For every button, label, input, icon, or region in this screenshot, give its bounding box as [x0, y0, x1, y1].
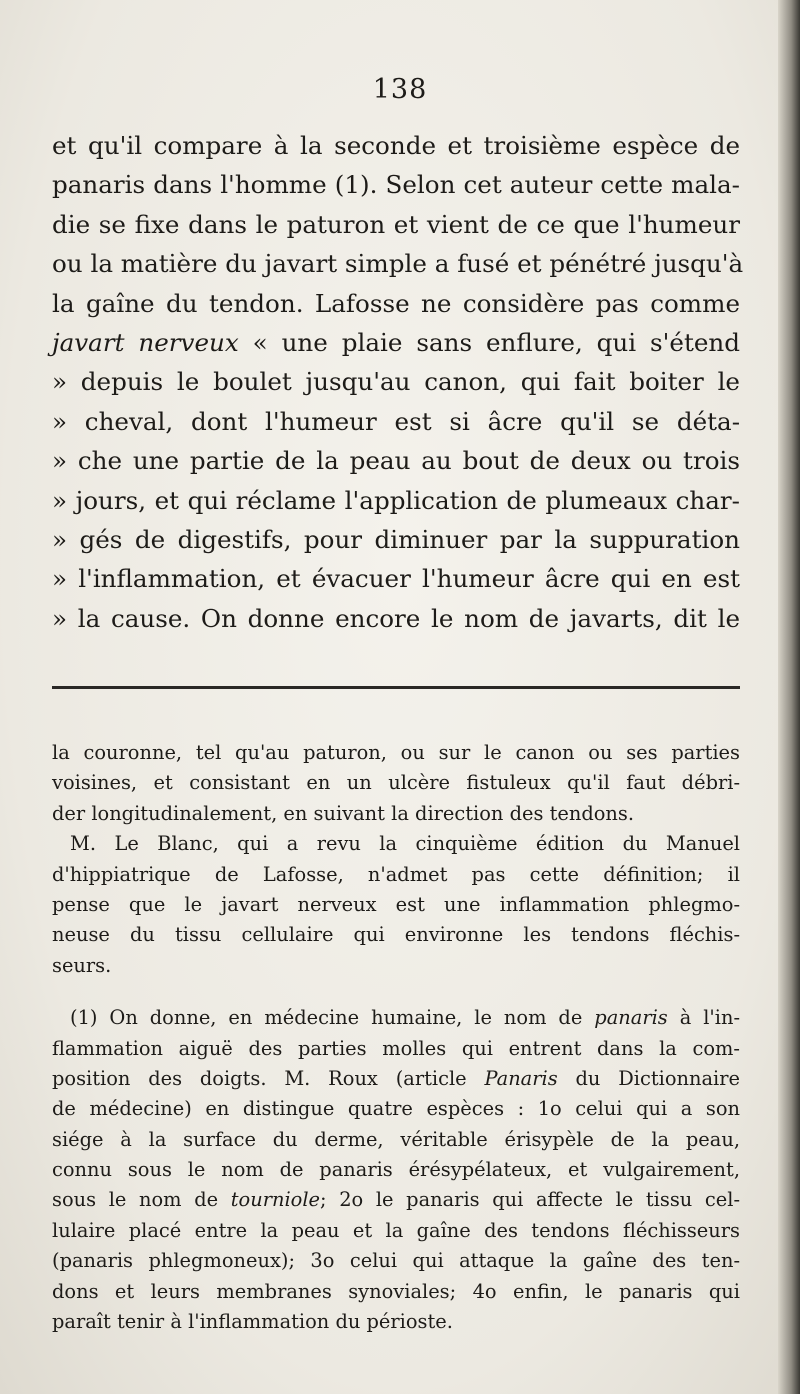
text-line: et qu'il compare à la seconde et troisième espèce de	[52, 131, 740, 160]
page-number: 138	[372, 74, 428, 105]
footnote-line: siége à la surface du derme, véritable érisypèle de la peau,	[52, 1127, 740, 1151]
book-spine	[778, 0, 800, 1394]
text-line: panaris dans l'homme (1). Selon cet auteur cette mala-	[52, 170, 740, 200]
note-line: voisines, et consistant en un ulcère fistuleux qu'il faut débri-	[52, 771, 740, 795]
footnote-line: paraît tenir à l'inflammation du périoste.	[52, 1310, 453, 1334]
note-line: der longitudinalement, en suivant la direction des tendons.	[52, 801, 635, 825]
note-line: la couronne, tel qu'au paturon, ou sur le canon ou ses parties	[52, 741, 740, 764]
footnote-line: position des doigts. M. Roux (article Panaris du Dictionnaire	[52, 1066, 740, 1090]
footnote-line: connu sous le nom de panaris érésypélateux, et vulgairement,	[52, 1158, 740, 1182]
text-line: » che une partie de la peau au bout de deux ou trois	[52, 446, 740, 476]
footnote-1	[52, 1003, 740, 1337]
text-line: la gaîne du tendon. Lafosse ne considère pas comme	[52, 288, 740, 318]
text-line: » depuis le boulet jusqu'au canon, qui fait boiter le	[52, 367, 740, 397]
note-line: pense que le javart nerveux est une inflammation phlegmo-	[52, 892, 740, 916]
text-line: » la cause. On donne encore le nom de javarts, dit le	[52, 603, 740, 633]
text-line: » gés de digestifs, pour diminuer par la suppuration	[52, 524, 740, 554]
text-line: » cheval, dont l'humeur est si âcre qu'il se déta-	[52, 406, 740, 436]
note-line: d'hippiatrique de Lafosse, n'admet pas cette définition; il	[52, 862, 740, 886]
note-line: M. Le Blanc, qui a revu la cinquième édition du Manuel	[70, 832, 740, 856]
footnote-line: de médecine) en distingue quatre espèces : 1o celui qui a son	[52, 1097, 740, 1121]
footnote-line: (panaris phlegmoneux); 3o celui qui attaque la gaîne des ten-	[52, 1249, 740, 1273]
footnote-line: sous le nom de tourniole; 2o le panaris qui affecte le tissu cel-	[52, 1188, 740, 1212]
text-line: ou la matière du javart simple a fusé et pénétré jusqu'à	[52, 249, 744, 279]
text-line: » jours, et qui réclame l'application de plumeaux char-	[52, 485, 740, 515]
text-line: javart nerveux « une plaie sans enflure, qui s'étend	[52, 327, 740, 357]
note-line: neuse du tissu cellulaire qui environne les tendons fléchis-	[52, 923, 740, 947]
footnote-line: (1) On donne, en médecine humaine, le nom de panaris à l'in-	[70, 1006, 741, 1030]
footnote-line: dons et leurs membranes synoviales; 4o enfin, le panaris qui	[52, 1279, 740, 1303]
text-line: » l'inflammation, et évacuer l'humeur âcre qui en est	[52, 564, 740, 594]
footnote-line: flammation aiguë des parties molles qui entrent dans la com-	[52, 1036, 740, 1060]
footnote-divider	[52, 686, 740, 689]
text-line: die se fixe dans le paturon et vient de ce que l'humeur	[52, 209, 740, 239]
footnotes	[52, 738, 740, 1337]
note-line: seurs.	[52, 953, 112, 977]
footnote-line: lulaire placé entre la peau et la gaîne des tendons fléchisseurs	[52, 1218, 740, 1242]
main-text	[52, 126, 744, 638]
